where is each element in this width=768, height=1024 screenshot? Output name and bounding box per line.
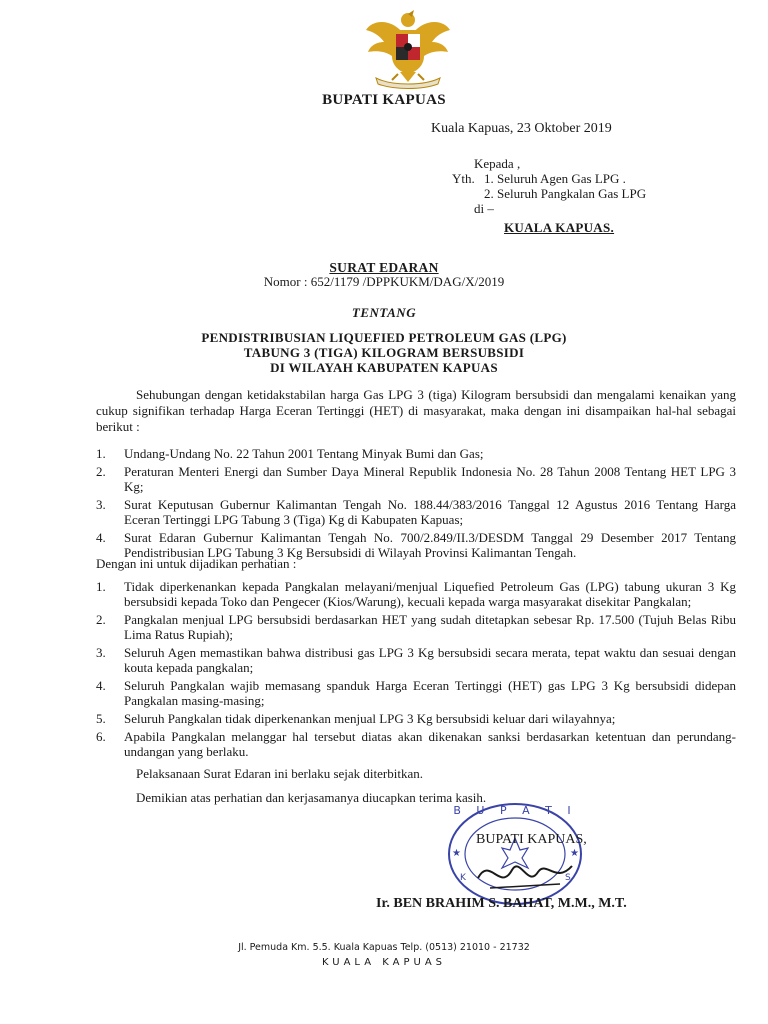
list-item: 1. Undang-Undang No. 22 Tahun 2001 Tentang Minyak Bumi dan Gas; [96, 446, 484, 461]
footer-city: KUALA KAPUAS [321, 957, 447, 968]
list-item: 4. Surat Edaran Gubernur Kalimantan Tengah No. 700/2.849/II.3/DESDM Tanggal 29 Desember 2017 Tentang Pendistribusian LPG Tabung 3 Kg Bersubsidi di Wilayah Provinsi Kalimantan Tengah. [96, 530, 736, 560]
closing-line-1: Pelaksanaan Surat Edaran ini berlaku sejak diterbitkan. [136, 766, 423, 781]
svg-text:★: ★ [570, 848, 579, 859]
reference-list [96, 446, 736, 563]
list-item: 3. Surat Keputusan Gubernur Kalimantan Tengah No. 188.44/383/2016 Tanggal 12 Agustus 2016 Tentang Harga Eceran Tertinggi LPG Tabung 3 (Tiga) Kg di Kabupaten Kapuas; [96, 497, 736, 527]
tentang-label: TENTANG [351, 305, 417, 320]
garuda-emblem-icon [362, 8, 454, 92]
recipients-block [452, 156, 647, 235]
subject-line-2: TABUNG 3 (TIGA) KILOGRAM BERSUBSIDI [243, 345, 525, 360]
handwritten-signature [470, 848, 580, 898]
document-subject [0, 330, 768, 375]
subject-line-1: PENDISTRIBUSIAN LIQUEFIED PETROLEUM GAS (LPG) [201, 330, 567, 345]
closing-line-2: Demikian atas perhatian dan kerjasamanya diucapkan terima kasih. [136, 790, 487, 805]
recipient-line-1 [452, 171, 646, 186]
signatory-title: BUPATI KAPUAS, [476, 832, 587, 847]
signatory-name: Ir. BEN BRAHIM S. BAHAT, M.M., M.T. [376, 896, 627, 911]
list-item: 1. Tidak diperkenankan kepada Pangkalan melayani/menjual Liquefied Petroleum Gas (LPG) tabung ukuran 3 Kg bersubsidi kepada Toko dan Pengecer (Kios/Warung), kecuali kepada warga masyarakat disekitar Pangkalan; [96, 579, 736, 609]
list-item: 2. Peraturan Menteri Energi dan Sumber Daya Mineral Republik Indonesia No. 28 Tahun 2008 Tentang HET LPG 3 Kg; [96, 464, 736, 494]
document-number: Nomor : 652/1179 /DPPKUKM/DAG/X/2019 [263, 274, 505, 289]
rules-list [96, 579, 736, 762]
svg-text:B U P A T I: B U P A T I [453, 804, 577, 817]
recipient-destination: KUALA KAPUAS. [504, 220, 615, 235]
svg-text:S: S [565, 873, 571, 883]
svg-text:★: ★ [452, 848, 461, 859]
svg-text:K: K [460, 873, 466, 883]
office-heading: BUPATI KAPUAS [322, 92, 446, 108]
recipient-yth: Yth. [452, 171, 475, 186]
intro-paragraph: Sehubungan dengan ketidakstabilan harga Gas LPG 3 (tiga) Kilogram bersubsidi dan mengalami kenaikan yang cukup signifikan terhadap Harga Eceran Tertinggi (HET) di masyarakat, maka dengan ini disampaikan hal-hal sebagai berikut : [96, 387, 736, 434]
list-item: 2. Pangkalan menjual LPG bersubsidi berdasarkan HET yang sudah ditetapkan sebesar Rp. 17.500 (Tujuh Belas Ribu Lima Ratus Rupiah); [96, 612, 736, 642]
attention-line: Dengan ini untuk dijadikan perhatian : [96, 556, 297, 571]
recipient-kepada: Kepada , [474, 156, 521, 171]
place-date: Kuala Kapuas, 23 Oktober 2019 [431, 121, 612, 136]
list-item: 5. Seluruh Pangkalan tidak diperkenankan menjual LPG 3 Kg bersubsidi keluar dari wilayahnya; [96, 711, 616, 726]
recipient-item-2: 2. Seluruh Pangkalan Gas LPG [484, 186, 647, 201]
recipient-di: di – [474, 201, 494, 216]
list-item: 6. Apabila Pangkalan melanggar hal tersebut diatas akan dikenakan sanksi berdasarkan ketentuan dan perundang-undangan yang berlaku. [96, 729, 736, 759]
subject-line-3: DI WILAYAH KABUPATEN KAPUAS [270, 360, 498, 375]
footer-address: Jl. Pemuda Km. 5.5. Kuala Kapuas Telp. (0513) 21010 - 21732 [238, 942, 530, 953]
list-item: 3. Seluruh Agen memastikan bahwa distribusi gas LPG 3 Kg bersubsidi secara merata, tepat waktu dan sesuai dengan kouta kepada pangkalan; [96, 645, 736, 675]
list-item: 4. Seluruh Pangkalan wajib memasang spanduk Harga Eceran Tertinggi (HET) gas LPG 3 Kg bersubsidi didepan Pangkalan masing-masing; [96, 678, 736, 708]
recipient-item-1: 1. Seluruh Agen Gas LPG . [484, 171, 626, 186]
document-title: SURAT EDARAN [329, 260, 439, 275]
